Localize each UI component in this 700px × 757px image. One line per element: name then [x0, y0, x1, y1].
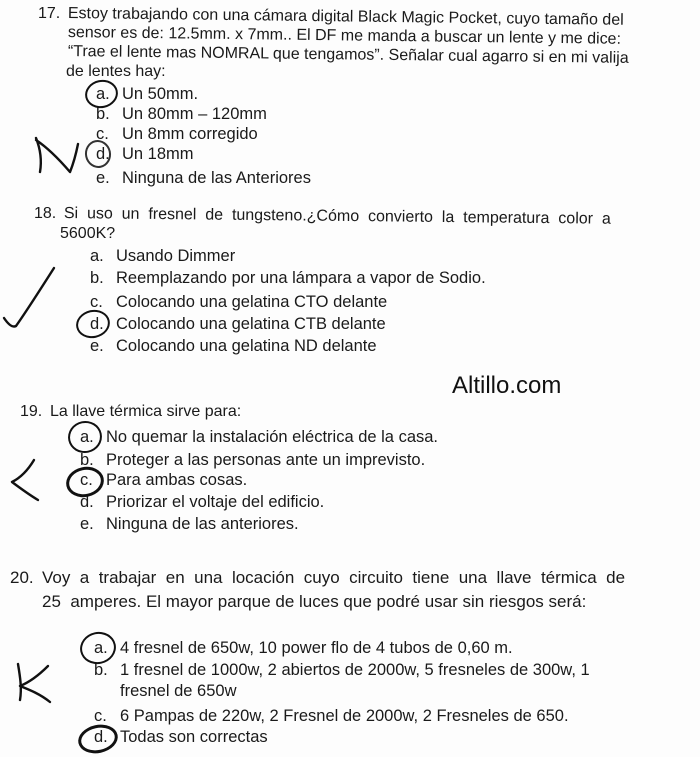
question-17-line-4: de lentes hay: — [66, 63, 166, 80]
option-letter: e. — [90, 337, 104, 355]
question-17-line-3: “Trae el lente mas NOMRAL que tengamos”. Señalar cual agarro si en mi valija — [67, 42, 629, 67]
option-letter: d. — [90, 315, 104, 333]
question-18-line-2: 5600K? — [60, 225, 116, 242]
question-17-line-2: sensor es de: 12.5mm. x 7mm.. El DF me manda a buscar un lente y me dice: — [67, 23, 622, 48]
option-17-c — [96, 124, 258, 144]
option-18-c — [90, 292, 387, 312]
question-18-number: 18. — [34, 205, 57, 222]
option-text: No quemar la instalación eléctrica de la casa. — [106, 428, 439, 446]
option-letter: b. — [96, 105, 110, 123]
option-text: Usando Dimmer — [116, 247, 236, 265]
option-17-e — [96, 168, 311, 188]
option-letter: b. — [90, 269, 104, 287]
question-17-number: 17. — [38, 5, 61, 22]
question-19-number: 19. — [20, 403, 43, 420]
option-text: 6 Pampas de 220w, 2 Fresnel de 2000w, 2 Fresneles de 650. — [120, 707, 569, 725]
handwritten-x-mark — [4, 456, 44, 502]
option-text: Colocando una gelatina CTB delante — [116, 315, 386, 333]
option-letter: b. — [80, 451, 94, 469]
option-letter: e. — [96, 169, 110, 187]
watermark-text: Altillo.com — [452, 372, 562, 399]
option-text: Proteger a las personas ante un imprevisto. — [106, 451, 426, 469]
option-letter: c. — [96, 125, 109, 143]
question-17-line-1: Estoy trabajando con una cámara digital Black Magic Pocket, cuyo tamaño del — [67, 4, 624, 29]
option-20-b — [94, 660, 590, 680]
handwritten-check-mark — [0, 262, 60, 332]
option-text: Colocando una gelatina CTO delante — [116, 293, 388, 311]
option-text: 1 fresnel de 1000w, 2 abiertos de 2000w, 5 fresneles de 300w, 1 — [120, 661, 590, 679]
question-18-line-1: Si uso un fresnel de tungsteno.¿Cómo convierto la temperatura color a — [63, 204, 611, 228]
option-text: Un 18mm — [122, 145, 194, 163]
option-letter: c. — [94, 707, 107, 725]
question-20-line-2: 25 amperes. El mayor parque de luces que podré usar sin riesgos será: — [42, 592, 587, 611]
option-18-a — [90, 246, 235, 266]
option-letter: a. — [80, 428, 94, 446]
option-19-d — [80, 492, 324, 512]
option-text: Un 8mm corregido — [122, 125, 258, 143]
question-20-number: 20. — [10, 568, 34, 587]
option-letter: e. — [80, 515, 94, 533]
option-20-b-continued: fresnel de 650w — [120, 682, 237, 700]
option-text: Reemplazando por una lámpara a vapor de Sodio. — [116, 269, 486, 287]
option-19-c — [80, 470, 247, 490]
option-text: 4 fresnel de 650w, 10 power flo de 4 tubos de 0,60 m. — [120, 639, 513, 657]
option-letter: a. — [90, 247, 104, 265]
option-letter: a. — [94, 639, 108, 657]
option-text: Priorizar el voltaje del edificio. — [106, 493, 325, 511]
option-letter: d. — [96, 145, 110, 163]
option-letter: d. — [94, 728, 108, 746]
handwritten-x-mark — [12, 660, 56, 704]
option-text: Un 50mm. — [122, 85, 199, 103]
option-text: Ninguna de las Anteriores — [122, 169, 311, 187]
question-19-line-1: La llave térmica sirve para: — [50, 403, 242, 420]
option-letter: c. — [80, 471, 93, 489]
option-text: Un 80mm – 120mm — [122, 105, 267, 123]
option-letter: a. — [96, 85, 110, 103]
option-19-e — [80, 514, 299, 534]
option-20-d — [94, 727, 268, 747]
option-text: Todas son correctas — [120, 728, 268, 746]
option-letter: c. — [90, 293, 103, 311]
option-letter: d. — [80, 493, 94, 511]
option-19-a — [80, 427, 438, 447]
option-17-b — [96, 104, 267, 124]
option-text: Ninguna de las anteriores. — [106, 515, 299, 533]
question-20-line-1: Voy a trabajar en una locación cuyo circuito tiene una llave térmica de — [42, 568, 626, 587]
handwritten-x-mark — [30, 132, 80, 177]
option-18-d — [90, 314, 386, 334]
option-text: Colocando una gelatina ND delante — [116, 337, 377, 355]
option-letter: b. — [94, 661, 108, 679]
option-19-b — [80, 450, 425, 470]
option-20-c — [94, 706, 569, 726]
option-text: Para ambas cosas. — [106, 471, 248, 489]
option-18-b — [90, 268, 486, 288]
option-18-e — [90, 336, 377, 356]
option-20-a — [94, 638, 513, 658]
